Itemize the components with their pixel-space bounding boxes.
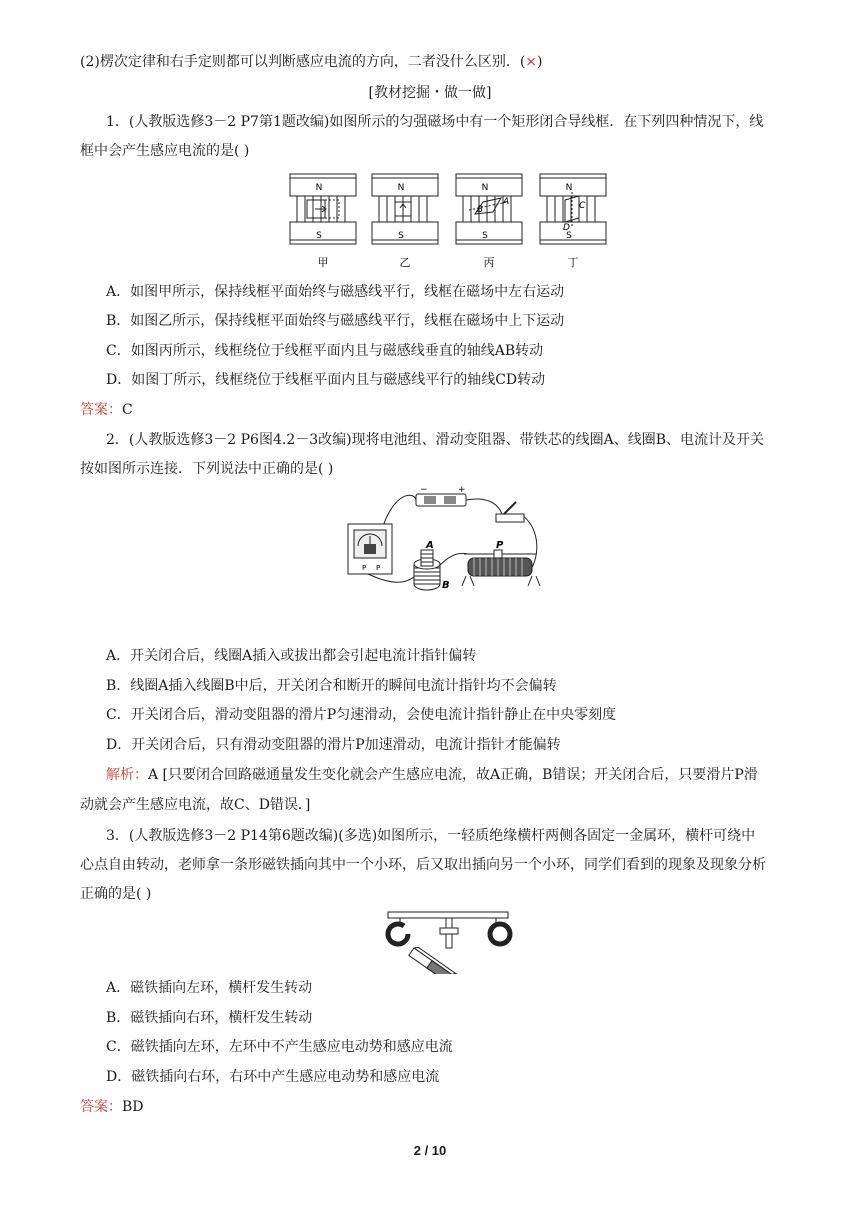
q3-option-a: A．磁铁插向左环，横杆发生转动	[106, 980, 313, 996]
q1-answer-value: C	[122, 402, 133, 418]
panel-ding-label-c: C	[579, 201, 586, 211]
q2-stem-line1: 2．(人教版选修3－2 P6图4.2－3改编)现将电池组、滑动变阻器、带铁芯的线圈A、线圈B、电流计及开关	[106, 432, 764, 448]
panel-ding-caption: 丁	[567, 256, 579, 269]
panel-jia-s: S	[316, 231, 322, 241]
switch	[496, 514, 524, 522]
panel-ding-s: S	[566, 231, 572, 241]
q1-stem-line2: 框中会产生感应电流的是( )	[80, 143, 250, 159]
panel-ding-label-d: D	[563, 223, 570, 233]
q2-option-c: C．开关闭合后，滑动变阻器的滑片P匀速滑动，会使电流计指针静止在中央零刻度	[106, 707, 617, 723]
left-ring	[388, 924, 408, 944]
panel-ding-n: N	[565, 183, 573, 193]
battery-minus: −	[420, 485, 428, 495]
q1-option-a: A．如图甲所示，保持线框平面始终与磁感线平行，线框在磁场中左右运动	[106, 284, 565, 300]
crossbar	[388, 912, 508, 918]
q3-answer-label: 答案：	[80, 1099, 122, 1115]
panel-bing-caption: 丙	[483, 256, 495, 269]
q2-circuit-figure	[338, 484, 560, 596]
galvanometer-p: P	[362, 564, 367, 572]
q2-analysis-line1: A [只要闭合回路磁通量发生变化就会产生感应电流，故A正确，B错误；开关闭合后，只要滑片P滑	[148, 767, 758, 783]
magnet-panel-ding	[540, 174, 606, 269]
section-title: [教材挖掘・做一做]	[368, 85, 492, 101]
q1-answer	[80, 400, 133, 420]
q2-option-d: D．开关闭合后，只有滑动变阻器的滑片P加速滑动，电流计指针才能偏转	[106, 737, 561, 753]
q2-stem-line2: 按如图所示连接．下列说法中正确的是( )	[80, 461, 334, 477]
right-ring	[490, 924, 510, 944]
q1-stem-line1: 1．(人教版选修3－2 P7第1题改编)如图所示的匀强磁场中有一个矩形闭合导线框．在下列四种情况下，线	[106, 114, 764, 130]
bar-magnet	[409, 946, 456, 974]
battery	[416, 494, 466, 506]
panel-bing-label-b: B	[477, 205, 484, 215]
panel-bing-s: S	[482, 231, 488, 241]
panel-jia-n: N	[315, 183, 323, 193]
q2-analysis-label: 解析：	[106, 767, 148, 783]
q2-analysis-line2: 动就会产生感应电流，故C、D错误．]	[80, 797, 311, 813]
q1-option-c: C．如图丙所示，线框绕位于线框平面内且与磁感线垂直的轴线AB转动	[106, 343, 544, 359]
q3-rings-figure	[368, 910, 536, 974]
q1-magnet-figure	[285, 168, 615, 272]
q3-option-c: C．磁铁插向左环，左环中不产生感应电动势和感应电流	[106, 1039, 453, 1055]
magnet-panel-yi	[372, 174, 438, 269]
panel-yi-n: N	[397, 183, 405, 193]
q3-answer	[80, 1097, 144, 1117]
panel-jia-caption: 甲	[317, 256, 329, 269]
q3-option-d: D．磁铁插向右环，右环中产生感应电动势和感应电流	[106, 1069, 440, 1085]
coil-a-label: A	[426, 540, 434, 551]
page-number: 2 / 10	[413, 1143, 447, 1158]
q2-analysis	[106, 765, 758, 785]
q3-answer-value: BD	[122, 1099, 144, 1115]
wrong-mark: ×	[525, 54, 538, 70]
panel-bing-n: N	[481, 183, 489, 193]
q3-stem-line1: 3．(人教版选修3－2 P14第6题改编)(多选)如图所示，一轻质绝缘横杆两侧各固定一金属环，横杆可绕中	[106, 828, 756, 844]
q3-stem-line2: 心点自由转动，老师拿一条形磁铁插向其中一个小环，后又取出插向另一个小环，同学们看到的现象及现象分析	[80, 857, 766, 873]
magnet-panel-jia	[290, 174, 356, 269]
q2-option-a: A．开关闭合后，线圈A插入或拔出都会引起电流计指针偏转	[106, 648, 477, 664]
q2-option-b: B．线圈A插入线圈B中后，开关闭合和断开的瞬间电流计指针均不会偏转	[106, 678, 557, 694]
pivot	[446, 918, 452, 928]
q1-answer-label: 答案：	[80, 402, 122, 418]
statement-2-close: )	[537, 54, 543, 70]
statement-2-text: (2)楞次定律和右手定则都可以判断感应电流的方向，二者没什么区别．(	[80, 54, 526, 70]
coil-b-label: B	[442, 580, 450, 591]
q3-option-b: B．磁铁插向右环，横杆发生转动	[106, 1010, 313, 1026]
panel-yi-s: S	[398, 231, 404, 241]
q1-option-b: B．如图乙所示，保持线框平面始终与磁感线平行，线框在磁场中上下运动	[106, 313, 565, 329]
slider-p-label: P	[496, 540, 504, 551]
magnet-panel-bing	[456, 174, 522, 269]
panel-bing-label-a: A	[503, 197, 510, 207]
battery-plus: +	[458, 485, 466, 495]
statement-2	[80, 52, 543, 72]
q1-option-d: D．如图丁所示，线框绕位于线框平面内且与磁感线平行的轴线CD转动	[106, 372, 546, 388]
q3-stem-line3: 正确的是( )	[80, 886, 152, 902]
galvanometer-p2: P	[376, 564, 381, 572]
panel-yi-caption: 乙	[399, 256, 411, 269]
